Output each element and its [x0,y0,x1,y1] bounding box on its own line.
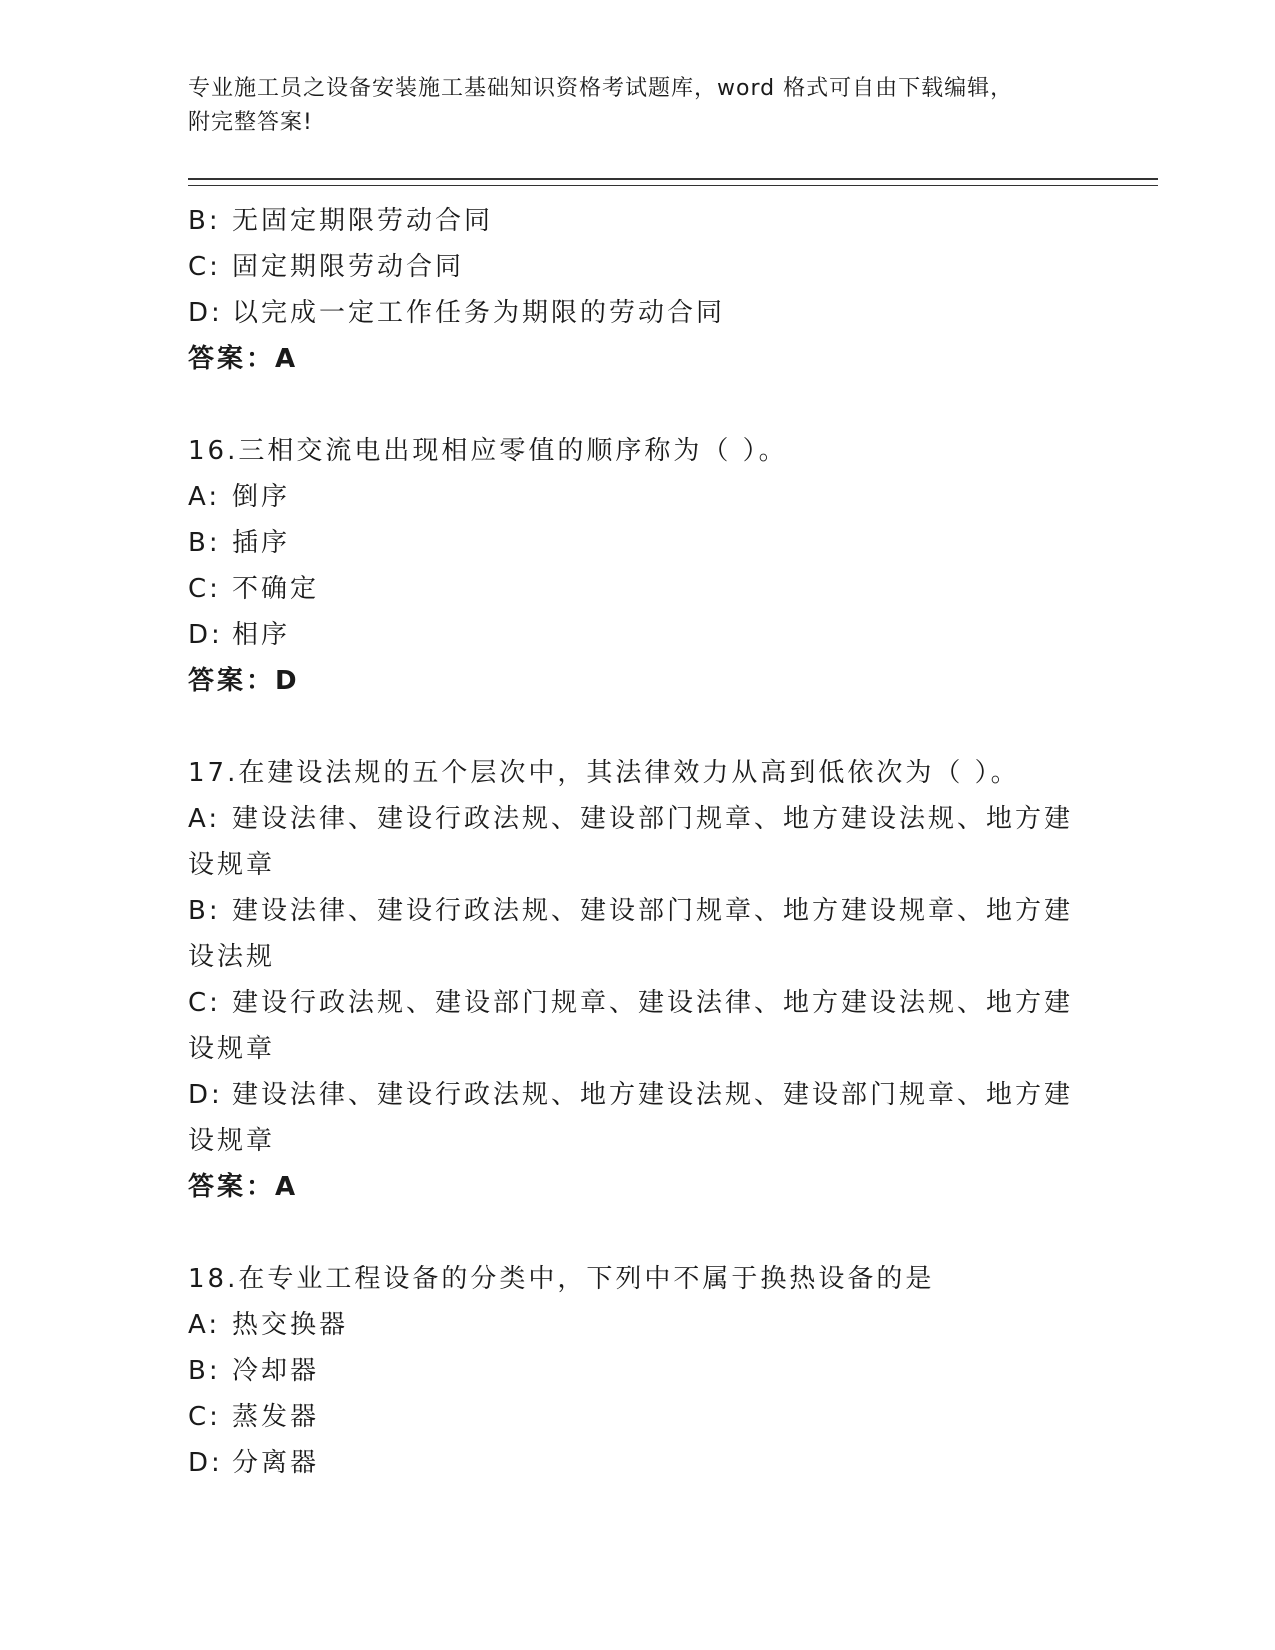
option-text: 无固定期限劳动合同 [232,206,494,236]
option-a [188,796,1088,842]
option-d [188,1440,1088,1486]
option-text: 相序 [232,620,291,650]
option-text: 建设法律、建设行政法规、地方建设法规、建设部门规章、地方建 [232,1080,1074,1110]
option-d [188,1072,1088,1118]
header-title-line-2: 附完整答案! [188,110,313,135]
option-b [188,520,1088,566]
option-text: 以完成一定工作任务为期限的劳动合同 [232,298,726,328]
option-d [188,290,1088,336]
answer-value: A [275,344,299,374]
question-17 [188,750,1088,1210]
option-a [188,1302,1088,1348]
option-prefix: C: [188,252,221,282]
header-divider [188,178,1158,186]
option-c-continued: 设规章 [188,1034,276,1064]
spacer [188,1210,1088,1256]
option-prefix: D: [188,298,223,328]
option-b-continued: 设法规 [188,942,276,972]
document-header [188,72,1068,140]
spacer [188,382,1088,428]
option-prefix: C: [188,1402,221,1432]
question-18 [188,1256,1088,1486]
option-prefix: B: [188,1356,221,1386]
question-15-continued [188,198,1088,382]
spacer [188,704,1088,750]
option-text: 蒸发器 [232,1402,320,1432]
option-a-continued: 设规章 [188,850,276,880]
option-text: 建设法律、建设行政法规、建设部门规章、地方建设法规、地方建 [232,804,1074,834]
answer-line [188,658,1088,704]
option-c [188,1394,1088,1440]
question-stem: 16.三相交流电出现相应零值的顺序称为（ ）。 [188,436,788,466]
question-stem: 18.在专业工程设备的分类中，下列中不属于换热设备的是 [188,1264,935,1294]
document-page [188,72,1158,1486]
answer-label: 答案： [188,1172,276,1202]
option-text: 不确定 [232,574,320,604]
option-d-continued: 设规章 [188,1126,276,1156]
option-b [188,888,1088,934]
option-c [188,244,1088,290]
option-prefix: B: [188,206,221,236]
option-text: 倒序 [232,482,291,512]
option-text: 冷却器 [232,1356,320,1386]
option-prefix: B: [188,528,221,558]
option-prefix: A: [188,482,221,512]
option-text: 建设行政法规、建设部门规章、建设法律、地方建设法规、地方建 [232,988,1074,1018]
option-a [188,474,1088,520]
option-b [188,198,1088,244]
option-d [188,612,1088,658]
question-16 [188,428,1088,704]
option-c [188,566,1088,612]
header-title-line-1: 专业施工员之设备安装施工基础知识资格考试题库，word 格式可自由下载编辑， [188,76,1014,101]
answer-value: A [275,1172,299,1202]
option-prefix: D: [188,620,223,650]
option-text: 分离器 [232,1448,320,1478]
option-prefix: D: [188,1080,223,1110]
option-prefix: D: [188,1448,223,1478]
option-prefix: A: [188,804,221,834]
option-prefix: B: [188,896,221,926]
question-list [188,198,1088,1486]
answer-label: 答案： [188,344,276,374]
option-text: 建设法律、建设行政法规、建设部门规章、地方建设规章、地方建 [232,896,1074,926]
option-text: 插序 [232,528,291,558]
option-text: 热交换器 [232,1310,349,1340]
answer-label: 答案： [188,666,276,696]
answer-value: D [275,666,300,696]
answer-line [188,336,1088,382]
option-prefix: C: [188,574,221,604]
question-stem: 17.在建设法规的五个层次中，其法律效力从高到低依次为（ ）。 [188,758,1020,788]
option-prefix: C: [188,988,221,1018]
option-b [188,1348,1088,1394]
option-c [188,980,1088,1026]
option-text: 固定期限劳动合同 [232,252,465,282]
option-prefix: A: [188,1310,221,1340]
answer-line [188,1164,1088,1210]
